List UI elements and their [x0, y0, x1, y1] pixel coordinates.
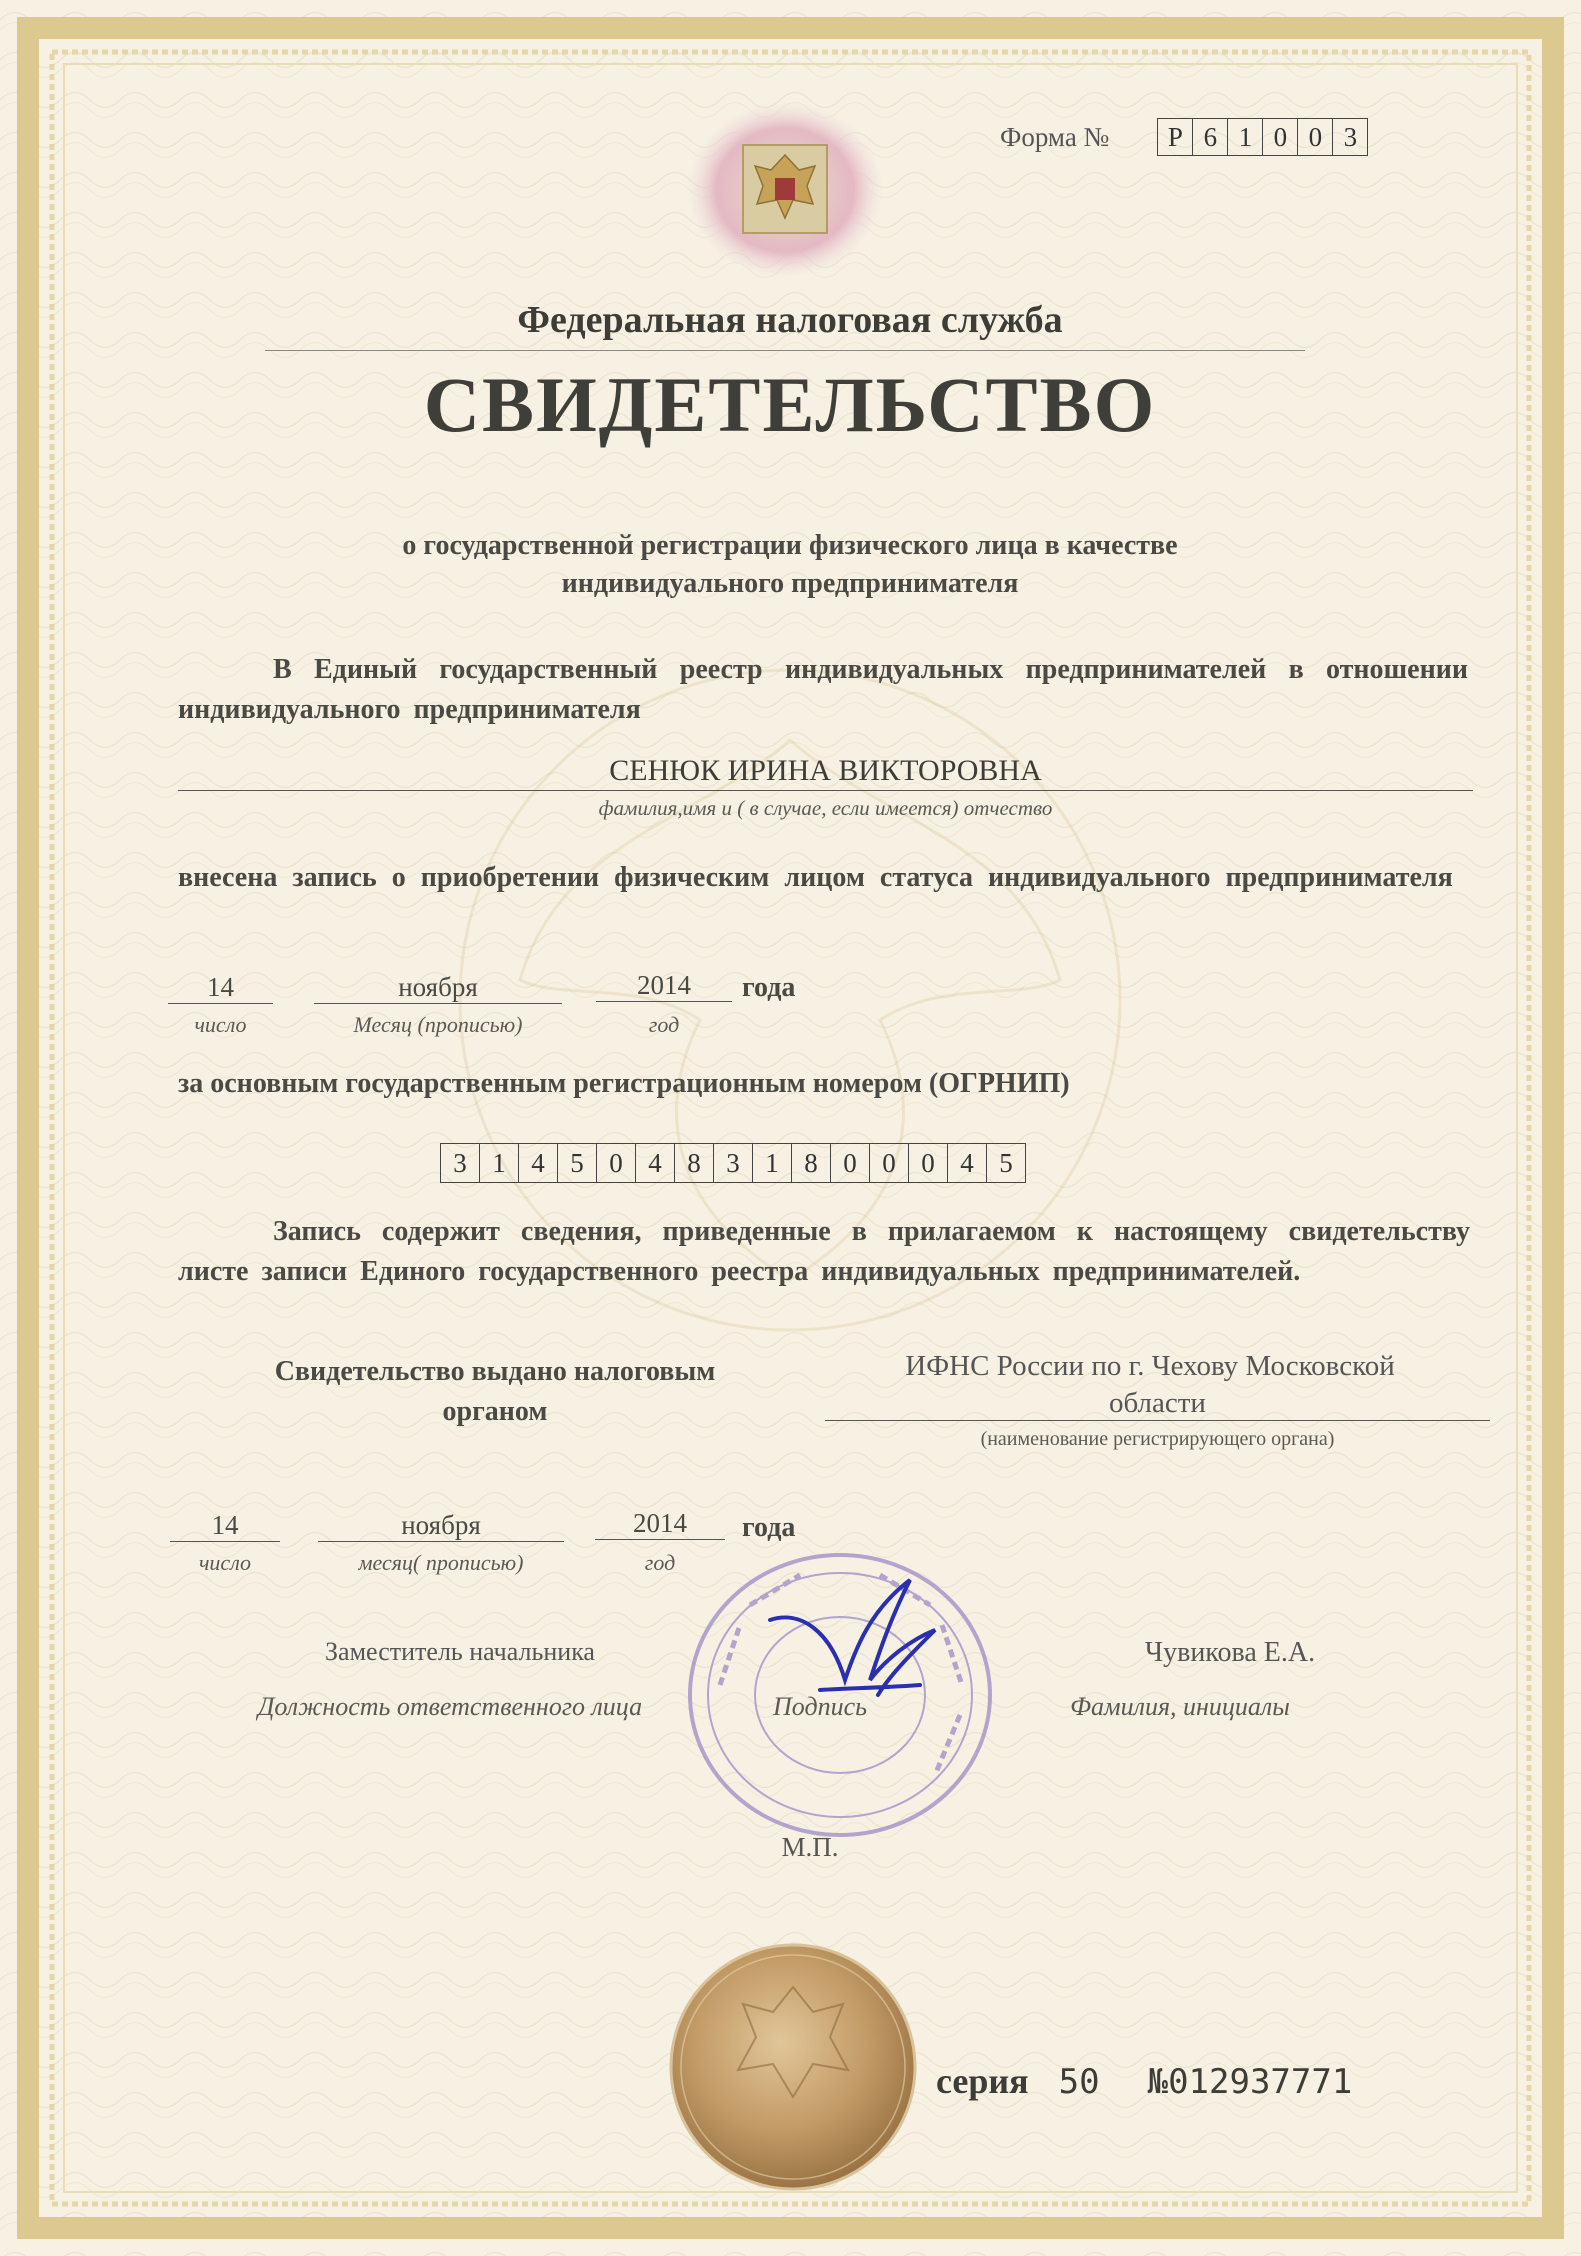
- form-code-cells: [1157, 118, 1368, 156]
- series-code: 50: [1058, 2062, 1100, 2102]
- ogrnip-digit-5: 0: [597, 1143, 636, 1183]
- issue-year-suffix: года: [742, 1512, 796, 1543]
- form-code-cell-6: 3: [1333, 118, 1368, 156]
- issue-month-caption: месяц( прописью): [358, 1550, 524, 1575]
- official-name: Чувикова Е.А.: [1144, 1637, 1316, 1668]
- subtitle-line-2: индивидуального предпринимателя: [561, 568, 1019, 599]
- entry-year-suffix: года: [742, 972, 796, 1003]
- form-code-cell-3: 1: [1228, 118, 1263, 156]
- ogrnip-digit-12: 0: [870, 1143, 909, 1183]
- entry-day-caption: число: [194, 1012, 247, 1037]
- authority-line-1: ИФНС России по г. Чехову Московской: [905, 1350, 1395, 1382]
- issue-month: ноября: [318, 1510, 564, 1542]
- hologram-seal: [668, 1942, 918, 2192]
- person-name: СЕНЮК ИРИНА ВИКТОРОВНА: [178, 754, 1473, 791]
- ogrnip-digit-13: 0: [909, 1143, 948, 1183]
- official-position: Заместитель начальника: [325, 1637, 595, 1666]
- ogrnip-digit-10: 8: [792, 1143, 831, 1183]
- entry-month-caption: Месяц (прописью): [353, 1012, 523, 1037]
- form-code-cell-2: 6: [1193, 118, 1228, 156]
- authority-line-2: области: [825, 1387, 1490, 1421]
- signature-caption: Подпись: [773, 1692, 867, 1721]
- form-code-cell-5: 0: [1298, 118, 1333, 156]
- entry-year: 2014: [596, 970, 732, 1002]
- ogrnip-digit-3: 4: [519, 1143, 558, 1183]
- intro-paragraph: В Единый государственный реестр индивидуальных предпринимателей в отношении индивидуального предпринимателя: [178, 654, 1468, 725]
- ogrnip-digit-6: 4: [636, 1143, 675, 1183]
- header-divider: [265, 350, 1305, 351]
- ogrnip-digit-1: 3: [440, 1143, 480, 1183]
- ogrnip-digit-14: 4: [948, 1143, 987, 1183]
- issue-day: 14: [170, 1510, 280, 1542]
- form-code-cell-1: Р: [1157, 118, 1193, 156]
- issue-day-caption: число: [198, 1550, 252, 1575]
- ogrnip-cells: [440, 1143, 1026, 1183]
- authority-caption: (наименование регистрирующего органа): [980, 1428, 1335, 1450]
- ogrnip-digit-4: 5: [558, 1143, 597, 1183]
- series-block: [936, 2060, 1352, 2102]
- official-name-caption: Фамилия, инициалы: [1070, 1692, 1290, 1721]
- coat-of-arms-hologram: [685, 100, 885, 280]
- agency-name: Федеральная налоговая служба: [517, 299, 1063, 341]
- stamp-place-mark: М.П.: [781, 1832, 839, 1862]
- entry-paragraph: внесена запись о приобретении физическим лицом статуса индивидуального предпринимателя: [178, 862, 1453, 893]
- form-label: Форма №: [1000, 121, 1110, 152]
- ogrnip-digit-11: 0: [831, 1143, 870, 1183]
- handwritten-signature: [760, 1570, 960, 1710]
- ogrnip-digit-2: 1: [480, 1143, 519, 1183]
- person-name-caption: фамилия,имя и ( в случае, если имеется) отчество: [598, 796, 1053, 820]
- series-number: №012937771: [1147, 2062, 1353, 2102]
- entry-year-caption: год: [648, 1012, 680, 1037]
- ogrnip-label: за основным государственным регистрационным номером (ОГРНИП): [178, 1068, 1070, 1099]
- form-code-cell-4: 0: [1263, 118, 1298, 156]
- issue-year: 2014: [595, 1508, 725, 1540]
- issuer-label: Свидетельство выдано налоговым органом: [274, 1356, 716, 1427]
- ogrnip-digit-8: 3: [714, 1143, 753, 1183]
- issue-year-caption: год: [644, 1550, 676, 1575]
- record-paragraph: Запись содержит сведения, приведенные в прилагаемом к настоящему свидетельству листе записи Единого государственного реестра индивидуальных предпринимателей.: [178, 1216, 1470, 1287]
- official-position-caption: Должность ответственного лица: [257, 1692, 643, 1721]
- ogrnip-digit-9: 1: [753, 1143, 792, 1183]
- entry-day: 14: [168, 972, 273, 1004]
- entry-month: ноября: [314, 972, 562, 1004]
- subtitle-line-1: о государственной регистрации физического лица в качестве: [402, 530, 1178, 561]
- ogrnip-digit-15: 5: [987, 1143, 1026, 1183]
- certificate-title: СВИДЕТЕЛЬСТВО: [423, 361, 1157, 448]
- form-number: [1000, 118, 1368, 156]
- series-label: серия: [936, 2061, 1029, 2101]
- ogrnip-digit-7: 8: [675, 1143, 714, 1183]
